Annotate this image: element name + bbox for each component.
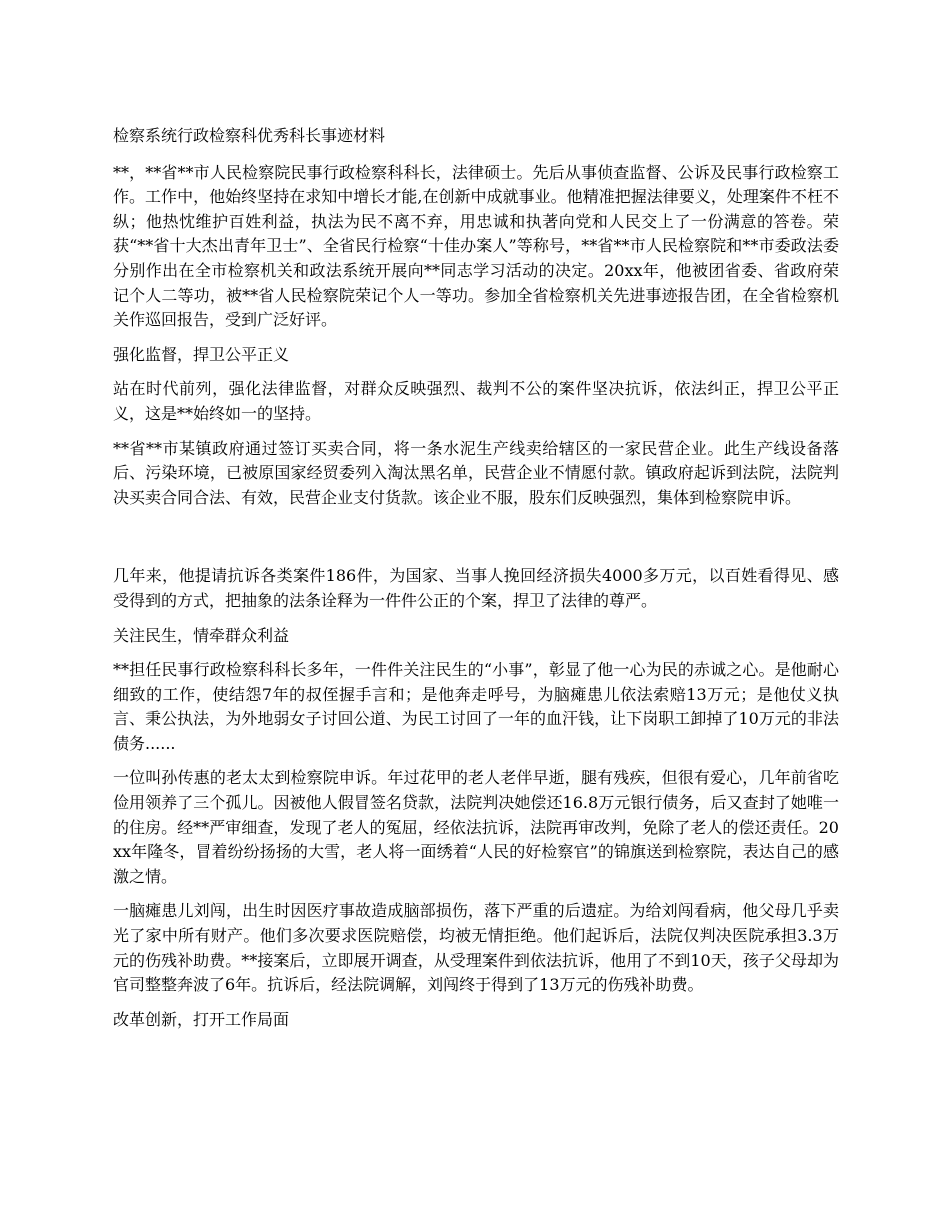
document-body bbox=[113, 124, 839, 1042]
body-paragraph: 一位叫孙传惠的老太太到检察院申诉。年过花甲的老人老伴早逝，腿有残疾，但很有爱心，几年前省吃俭用领养了三个孤儿。因被他人假冒签名贷款，法院判决她偿还16.8万元银行债务，后又查封了她唯一的住房。经**严审细查，发现了老人的冤屈，经依法抗诉，法院再审改判，免除了老人的偿还责任。20xx年隆冬，冒着纷纷扬扬的大雪，老人将一面绣着“人民的好检察官”的锦旗送到检察院，表达自己的感激之情。 bbox=[113, 768, 839, 886]
document-title: 检察系统行政检察科优秀科长事迹材料 bbox=[113, 126, 386, 145]
body-paragraph: 一脑瘫患儿刘闯，出生时因医疗事故造成脑部损伤，落下严重的后遗症。为给刘闯看病，他父母几乎卖光了家中所有财产。他们多次要求医院赔偿，均被无情拒绝。他们起诉后，法院仅判决医院承担3.3万元的伤残补助费。**接案后，立即展开调查，从受理案件到依法抗诉，他用了不到10天，孩子父母却为官司整整奔波了6年。抗诉后，经法院调解，刘闯终于得到了13万元的伤残补助费。 bbox=[113, 901, 839, 995]
blank-spacer bbox=[113, 520, 839, 564]
body-paragraph: 站在时代前列，强化法律监督，对群众反映强烈、裁判不公的案件坚决抗诉，依法纠正，捍卫公平正义，这是**始终如一的坚持。 bbox=[113, 379, 839, 423]
body-paragraph: 几年来，他提请抗诉各类案件186件，为国家、当事人挽回经济损失4000多万元，以百姓看得见、感受得到的方式，把抽象的法条诠释为一件件公正的个案，捍卫了法律的尊严。 bbox=[113, 566, 839, 610]
section-heading-reform: 改革创新，打开工作局面 bbox=[113, 1009, 290, 1029]
section-heading-supervision: 强化监督，捍卫公平正义 bbox=[113, 344, 290, 364]
body-paragraph: **省**市某镇政府通过签订买卖合同，将一条水泥生产线卖给辖区的一家民营企业。此生产线设备落后、污染环境，已被原国家经贸委列入淘汰黑名单，民营企业不情愿付款。镇政府起诉到法院，法院判决买卖合同合法、有效，民营企业支付货款。该企业不服，股东们反映强烈，集体到检察院申诉。 bbox=[113, 438, 839, 507]
intro-paragraph: **，**省**市人民检察院民事行政检察科科长，法律硕士。先后从事侦查监督、公诉及民事行政检察工作。工作中，他始终坚持在求知中增长才能,在创新中成就事业。他精准把握法律要义，处理案件不枉不纵；他热忱维护百姓利益，执法为民不离不弃，用忠诚和执著向党和人民交上了一份满意的答卷。荣获“**省十大杰出青年卫士”、全省民行检察“十佳办案人”等称号，**省**市人民检察院和**市委政法委分别作出在全市检察机关和政法系统开展向**同志学习活动的决定。20xx年，他被团省委、省政府荣记个人二等功，被**省人民检察院荣记个人一等功。参加全省检察机关先进事迹报告团，在全省检察机关作巡回报告，受到广泛好评。 bbox=[113, 162, 839, 330]
body-paragraph: **担任民事行政检察科科长多年，一件件关注民生的“小事”，彰显了他一心为民的赤诚之心。是他耐心细致的工作，使结怨7年的叔侄握手言和；是他奔走呼号，为脑瘫患儿依法索赔13万元；是他仗义执言、秉公执法，为外地弱女子讨回公道、为民工讨回了一年的血汗钱，让下岗职工卸掉了10万元的非法债务...... bbox=[113, 660, 839, 753]
section-heading-livelihood: 关注民生，情牵群众利益 bbox=[113, 625, 290, 645]
